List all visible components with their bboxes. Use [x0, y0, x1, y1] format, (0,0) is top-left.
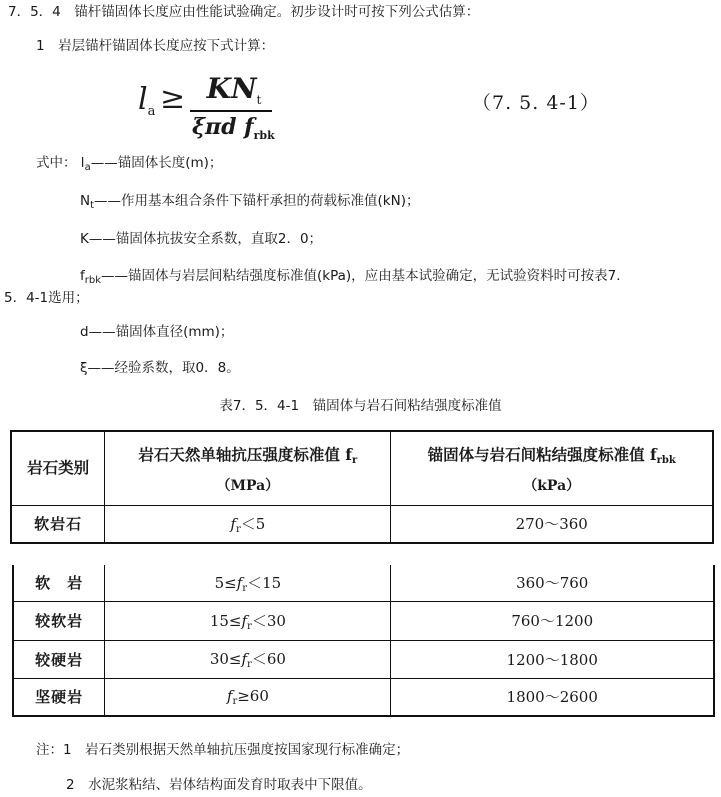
where-frbk: $f_{rbk}——$锚固体与岩层间粘结强度标准值(kPa)，应由基本试验确定，无试验资料时可按表7．	[80, 268, 630, 286]
where-k: K——锚固体抗拔安全系数，直取2．0；	[80, 231, 323, 247]
note-1: 注：1 岩石类别根据天然单轴抗压强度按国家现行标准确定；	[36, 742, 410, 758]
where-nt: $N_t——$作用基本组合条件下锚杆承担的荷载标准值(kN)；	[80, 193, 420, 211]
anchor-length-formula	[138, 66, 308, 142]
formula-lhs: $l_a$	[138, 82, 156, 119]
row-strength: $15\le f_r<30$	[105, 601, 391, 640]
bond-strength-table-bottom	[12, 565, 715, 717]
table-row	[13, 565, 714, 601]
table-header-row	[11, 431, 713, 505]
table-row	[13, 640, 714, 678]
table-caption: 表7．5．4-1 锚固体与岩石间粘结强度标准值	[219, 398, 502, 414]
row-strength: $f_r\ge 60$	[105, 678, 391, 716]
table-row	[11, 505, 713, 543]
header-compressive-strength: 岩石天然单轴抗压强度标准值 $f_r$ （MPa）	[105, 431, 391, 505]
row-category: 软 岩	[13, 565, 105, 601]
section-heading: 7．5．4 锚杆锚固体长度应由性能试验确定。初步设计时可按下列公式估算：	[8, 4, 480, 20]
bond-strength-table-top	[10, 430, 714, 544]
formula-denominator: ξπd $f_{rbk}$	[192, 114, 275, 142]
header-bond-strength: 锚固体与岩石间粘结强度标准值 $f_{rbk}$ （kPa）	[391, 431, 713, 505]
table-row	[13, 601, 714, 640]
where-xi: ξ——经验系数，取0．8。	[80, 360, 240, 376]
where-la: 式中： $l_a——$锚固体长度(m)；	[36, 155, 223, 173]
row-bond: 360～760	[391, 565, 714, 601]
row-category: 软岩石	[11, 505, 105, 543]
row-bond: 1800～2600	[391, 678, 714, 716]
row-category: 较硬岩	[13, 640, 105, 678]
fraction-bar	[190, 110, 272, 112]
row-strength: $30\le f_r<60$	[105, 640, 391, 678]
where-d: d——锚固体直径(mm)；	[80, 324, 234, 340]
row-bond: 270～360	[391, 505, 713, 543]
row-category: 坚硬岩	[13, 678, 105, 716]
row-bond: 760～1200	[391, 601, 714, 640]
formula-numerator: $KN_t$	[206, 72, 262, 107]
row-strength: $f_r<5$	[105, 505, 391, 543]
row-strength: $5\le f_r<15$	[105, 565, 391, 601]
note-2: 2 水泥浆粘结、岩体结构面发育时取表中下限值。	[66, 777, 372, 793]
formula-operator: ≥	[160, 81, 186, 116]
item-1-text: 1 岩层锚杆锚固体长度应按下式计算：	[36, 38, 275, 54]
where-frbk-cont: 5．4-1选用；	[4, 290, 89, 306]
row-bond: 1200～1800	[391, 640, 714, 678]
header-rock-category: 岩石类别	[11, 431, 105, 505]
table-row	[13, 678, 714, 716]
equation-number: （7. 5. 4-1）	[472, 92, 600, 114]
row-category: 较软岩	[13, 601, 105, 640]
